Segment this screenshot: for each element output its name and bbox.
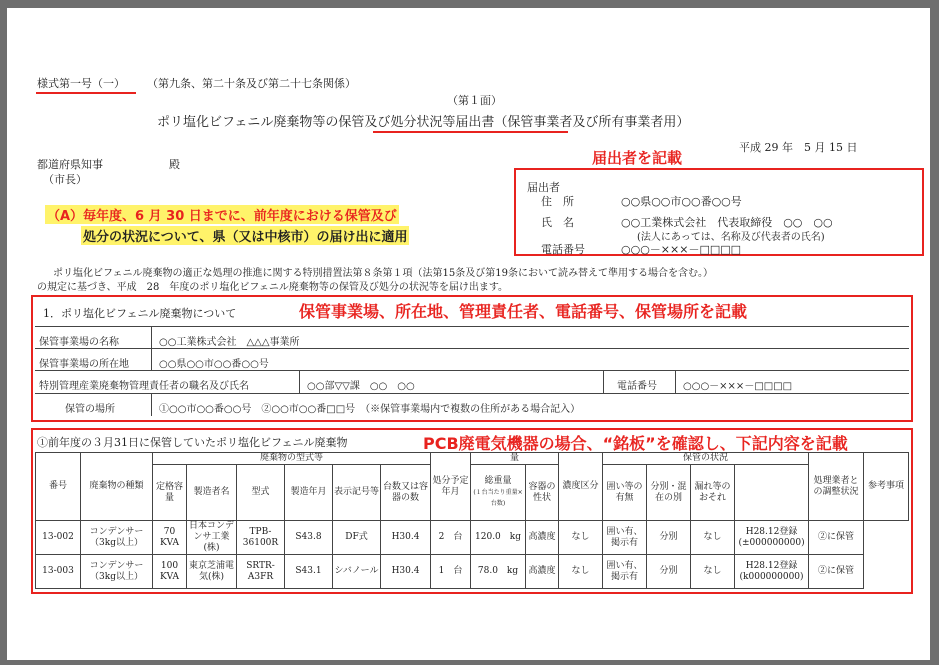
th-weight-sub: (１台当たり重量×台数) xyxy=(473,489,523,507)
section1-line-2 xyxy=(35,348,909,349)
form-number-underline xyxy=(36,92,136,94)
note-a-line2-wrap xyxy=(81,226,409,245)
filer-name-label: 氏 名 xyxy=(541,216,574,229)
addressee-sub: （市長） xyxy=(43,173,87,186)
form-number: 様式第一号（一） xyxy=(37,77,125,90)
cell-planned: H30.4 xyxy=(381,555,431,589)
th-separation: 分別・混在の別 xyxy=(647,465,691,521)
intro-line2: の規定に基づき、平成 28 年度のポリ塩化ビフェニル廃棄物等の保管及び処分の状況等を届け出ます。 xyxy=(37,282,509,293)
th-weight-main: 総重量 xyxy=(484,476,512,486)
site-name-label: 保管事業場の名称 xyxy=(39,337,119,348)
section1-divider-a xyxy=(151,327,152,370)
place-label: 保管の場所 xyxy=(65,404,115,415)
th-container: 容器の性状 xyxy=(526,465,559,521)
page-indicator: （第１面） xyxy=(447,94,502,107)
section1-divider-b xyxy=(299,371,300,393)
form-sheet xyxy=(7,8,930,660)
cell-coordination: H28.12登録(k000000000) xyxy=(735,555,809,589)
th-rated: 定格容量 xyxy=(153,465,187,521)
cell-units: 1 台 xyxy=(431,555,471,589)
site-address-label: 保管事業場の所在地 xyxy=(39,359,129,370)
section1-line-4 xyxy=(35,393,909,394)
th-status-group: 保管の状況 xyxy=(603,453,809,465)
cell-separation: 分別 xyxy=(647,521,691,555)
filer-address-label: 住 所 xyxy=(541,195,574,208)
th-kind: 廃棄物の種類 xyxy=(81,453,153,521)
manager: ○○部▽▽課 ○○ ○○ xyxy=(307,381,415,392)
cell-maker: 日本コンデンサ工業(株) xyxy=(187,521,237,555)
form-reference: （第九条、第二十条及び第二十七条関係） xyxy=(147,77,356,90)
cell-model: SRTR-A3FR xyxy=(237,555,285,589)
th-leak: 漏れ等のおそれ xyxy=(691,465,735,521)
cell-symbol: シバノール xyxy=(333,555,381,589)
cell-planned: H30.4 xyxy=(381,521,431,555)
table-row xyxy=(36,521,909,555)
filer-tel-label: 電話番号 xyxy=(541,243,585,256)
cell-kind: コンデンサー（3kg以上） xyxy=(81,555,153,589)
note-a-line2: 処分の状況について、県（又は中核市）の届け出に適用 xyxy=(83,230,408,245)
cell-rated: 70 KVA xyxy=(153,521,187,555)
addressee: 都道府県知事 殿 xyxy=(37,158,180,171)
section2-note: PCB廃電気機器の場合、“銘板”を確認し、下記内容を記載 xyxy=(423,434,848,453)
filer-name: ○○工業株式会社 代表取締役 ○○ ○○ xyxy=(621,216,833,229)
cell-maker: 東京芝浦電気(株) xyxy=(187,555,237,589)
cell-enclosure: 囲い有、掲示有 xyxy=(603,555,647,589)
cell-coordination: H28.12登録(±000000000) xyxy=(735,521,809,555)
section1-divider-d xyxy=(675,371,676,393)
cell-kind: コンデンサー（3kg以上） xyxy=(81,521,153,555)
cell-units: 2 台 xyxy=(431,521,471,555)
th-amount-group: 量 xyxy=(471,453,559,465)
th-model-group: 廃棄物の型式等 xyxy=(153,453,431,465)
cell-leak: なし xyxy=(691,555,735,589)
cell-rated: 100 KVA xyxy=(153,555,187,589)
waste-inventory-table xyxy=(35,452,909,589)
title-underline xyxy=(373,131,568,133)
cell-container: なし xyxy=(559,521,603,555)
cell-conc: 高濃度 xyxy=(526,521,559,555)
section1-divider-c xyxy=(603,371,604,393)
date: 平成 29 年 5 月 15 日 xyxy=(739,141,858,154)
th-weight xyxy=(471,465,526,521)
note-a-line1 xyxy=(45,205,399,224)
cell-year: S43.1 xyxy=(285,555,333,589)
cell-remarks: ②に保管 xyxy=(809,521,864,555)
cell-weight: 120.0 kg xyxy=(471,521,526,555)
manager-label: 特別管理産業廃棄物管理責任者の職名及び氏名 xyxy=(39,381,249,392)
section1-heading: 1．ポリ塩化ビフェニル廃棄物について xyxy=(43,307,237,320)
section1-line-3 xyxy=(35,370,909,371)
th-no: 番号 xyxy=(36,453,81,521)
cell-weight: 78.0 kg xyxy=(471,555,526,589)
filer-note: 届出者を記載 xyxy=(592,149,683,167)
site-address: ○○県○○市○○番○○号 xyxy=(159,359,269,370)
note-a-text: （A）毎年度、6 月 30 日までに、前年度における保管及び xyxy=(47,209,397,224)
cell-enclosure: 囲い有、掲示有 xyxy=(603,521,647,555)
form-title xyxy=(157,111,689,130)
th-conc: 濃度区分 xyxy=(559,453,603,521)
section1-topline xyxy=(35,326,909,327)
filer-tel: ○○○－×××－□□□□ xyxy=(621,243,742,256)
th-remarks: 参考事項 xyxy=(864,453,909,521)
title-highlight: 保管及び処分状況等届出書 xyxy=(338,115,495,130)
th-maker: 製造者名 xyxy=(187,465,237,521)
th-year: 製造年月 xyxy=(285,465,333,521)
cell-no: 13-003 xyxy=(36,555,81,589)
cell-model: TPB-36100R xyxy=(237,521,285,555)
filer-address: ○○県○○市○○番○○号 xyxy=(621,195,742,208)
cell-separation: 分別 xyxy=(647,555,691,589)
cell-year: S43.8 xyxy=(285,521,333,555)
site-name: ○○工業株式会社 △△△事業所 xyxy=(159,337,300,348)
cell-conc: 高濃度 xyxy=(526,555,559,589)
section2-heading: ①前年度の３月31日に保管していたポリ塩化ビフェニル廃棄物 xyxy=(37,436,348,449)
section1-tel: ○○○－×××－□□□□ xyxy=(683,381,793,392)
table-row xyxy=(36,555,909,589)
title-pre: ポリ塩化ビフェニル廃棄物等の xyxy=(157,115,339,130)
cell-no: 13-002 xyxy=(36,521,81,555)
th-coordination: 処理業者との調整状況 xyxy=(809,453,864,521)
th-units: 台数又は容器の数 xyxy=(381,465,431,521)
section1-note: 保管事業場、所在地、管理責任者、電話番号、保管場所を記載 xyxy=(299,302,748,321)
th-model: 型式 xyxy=(237,465,285,521)
title-post: （保管事業者及び所有事業者用） xyxy=(494,115,690,130)
filer-label: 届出者 xyxy=(527,181,560,194)
cell-container: なし xyxy=(559,555,603,589)
cell-remarks: ②に保管 xyxy=(809,555,864,589)
section1-divider-e xyxy=(151,394,152,416)
th-symbol: 表示記号等 xyxy=(333,465,381,521)
intro-line1: ポリ塩化ビフェニル廃棄物の適正な処理の推進に関する特別措置法第８条第１項（法第15条及び第19条において読み替えて準用する場合を含む。） xyxy=(53,268,713,279)
cell-symbol: DF式 xyxy=(333,521,381,555)
place: ①○○市○○番○○号 ②○○市○○番□□号 （※保管事業場内で複数の住所がある場合記入） xyxy=(159,404,581,415)
section1-tel-label: 電話番号 xyxy=(617,381,657,392)
filer-name-sub: (法人にあっては、名称及び代表者の氏名) xyxy=(637,232,825,243)
th-planned: 処分予定年月 xyxy=(431,453,471,521)
th-enclosure: 囲い等の有無 xyxy=(603,465,647,521)
cell-leak: なし xyxy=(691,521,735,555)
